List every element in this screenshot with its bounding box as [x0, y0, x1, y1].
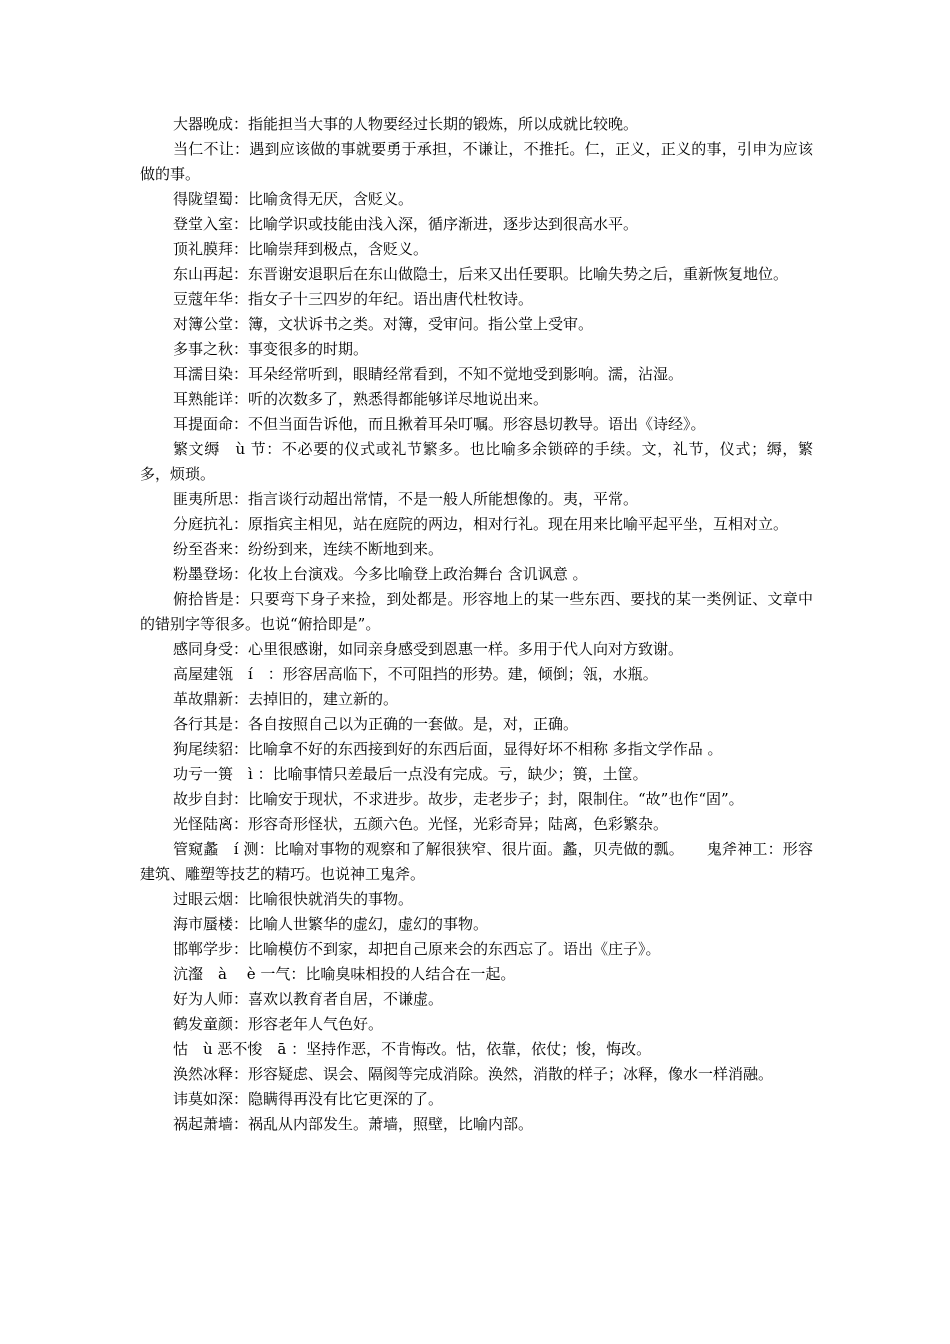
idiom-entry: 登堂入室：比喻学识或技能由浅入深，循序渐进，逐步达到很高水平。	[173, 215, 639, 233]
idiom-entry: 顶礼膜拜：比喻崇拜到极点，含贬义。	[173, 240, 429, 258]
idiom-entry: 分庭抗礼：原指宾主相见，站在庭院的两边，相对行礼。现在用来比喻平起平坐，互相对立。	[173, 515, 789, 533]
idiom-entry: 鹤发童颜：形容老年人气色好。	[173, 1015, 384, 1033]
idiom-entry: 感同身受：心里很感谢，如同亲身感受到恩惠一样。多用于代人向对方致谢。	[173, 640, 684, 658]
idiom-entry: 沆瀣 à è 一气：比喻臭味相投的人结合在一起。	[173, 965, 516, 983]
idiom-entry: 大器晚成：指能担当大事的人物要经过长期的锻炼，所以成就比较晚。	[173, 115, 639, 133]
idiom-entry: 光怪陆离：形容奇形怪状，五颜六色。光怪，光彩奇异；陆离，色彩繁杂。	[173, 815, 669, 833]
idiom-entry: 耳熟能详：听的次数多了，熟悉得都能够详尽地说出来。	[173, 390, 549, 408]
idiom-entry: 革故鼎新：去掉旧的，建立新的。	[173, 690, 399, 708]
idiom-entry: 好为人师：喜欢以教育者自居，不谦虚。	[173, 990, 444, 1008]
idiom-entry: 纷至沓来：纷纷到来，连续不断地到来。	[173, 540, 444, 558]
idiom-entry: 东山再起：东晋谢安退职后在东山做隐士，后来又出任要职。比喻失势之后，重新恢复地位。	[173, 265, 789, 283]
idiom-entry: 匪夷所思：指言谈行动超出常情，不是一般人所能想像的。夷，平常。	[173, 490, 639, 508]
idiom-entry: 俯拾皆是：只要弯下身子来捡，到处都是。形容地上的某一些东西、要找的某一类例证、文章中的错别字等很多。也说“俯拾即是”。	[140, 590, 813, 633]
idiom-entry: 粉墨登场：化妆上台演戏。今多比喻登上政治舞台 含讥讽意 。	[173, 565, 588, 583]
idiom-entry: 怙 ù 恶不悛 ā ：坚持作恶，不肯悔改。怙，依靠，依仗；悛，悔改。	[173, 1040, 652, 1058]
idiom-entry: 多事之秋：事变很多的时期。	[173, 340, 369, 358]
idiom-entry: 涣然冰释：形容疑虑、误会、隔阂等完成消除。涣然，消散的样子；冰释，像水一样消融。	[173, 1065, 774, 1083]
idiom-entry: 管窥蠡 í 测：比喻对事物的观察和了解很狭窄、很片面。蠡，贝壳做的瓢。 鬼斧神工：形容建筑、雕塑等技艺的精巧。也说神工鬼斧。	[140, 840, 813, 883]
idiom-entry: 狗尾续貂：比喻拿不好的东西接到好的东西后面，显得好坏不相称 多指文学作品 。	[173, 740, 723, 758]
idiom-entry: 耳濡目染：耳朵经常听到，眼睛经常看到，不知不觉地受到影响。濡，沾湿。	[173, 365, 684, 383]
idiom-entry: 繁文缛 ù 节：不必要的仪式或礼节繁多。也比喻多余锁碎的手续。文，礼节，仪式；缛，繁多，烦琐。	[140, 440, 813, 483]
document-body	[140, 112, 813, 1137]
idiom-entry: 当仁不让：遇到应该做的事就要勇于承担，不谦让，不推托。仁，正义，正义的事，引申为应该做的事。	[140, 140, 813, 183]
idiom-entry: 祸起萧墙：祸乱从内部发生。萧墙，照壁，比喻内部。	[173, 1115, 534, 1133]
idiom-entry: 对簿公堂：簿，文状诉书之类。对簿，受审问。指公堂上受审。	[173, 315, 594, 333]
idiom-entry: 耳提面命：不但当面告诉他，而且揪着耳朵叮嘱。形容恳切教导。语出《诗经》。	[173, 415, 706, 433]
idiom-entry: 得陇望蜀：比喻贪得无厌，含贬义。	[173, 190, 414, 208]
idiom-entry: 故步自封：比喻安于现状，不求进步。故步，走老步子；封，限制住。“故”也作“固”。	[173, 790, 744, 808]
idiom-entry: 邯郸学步：比喻模仿不到家，却把自己原来会的东西忘了。语出《庄子》。	[173, 940, 661, 958]
idiom-entry: 讳莫如深：隐瞒得再没有比它更深的了。	[173, 1090, 444, 1108]
idiom-entry: 海市蜃楼：比喻人世繁华的虚幻，虚幻的事物。	[173, 915, 489, 933]
idiom-entry: 各行其是：各自按照自己以为正确的一套做。是，对，正确。	[173, 715, 579, 733]
idiom-entry: 豆蔻年华：指女子十三四岁的年纪。语出唐代杜牧诗。	[173, 290, 534, 308]
idiom-entry: 过眼云烟：比喻很快就消失的事物。	[173, 890, 414, 908]
idiom-entry: 高屋建瓴 í ：形容居高临下，不可阻挡的形势。建，倾倒；瓴，水瓶。	[173, 665, 658, 683]
idiom-entry: 功亏一篑 ì ：比喻事情只差最后一点没有完成。亏，缺少；篑，土筐。	[173, 765, 648, 783]
